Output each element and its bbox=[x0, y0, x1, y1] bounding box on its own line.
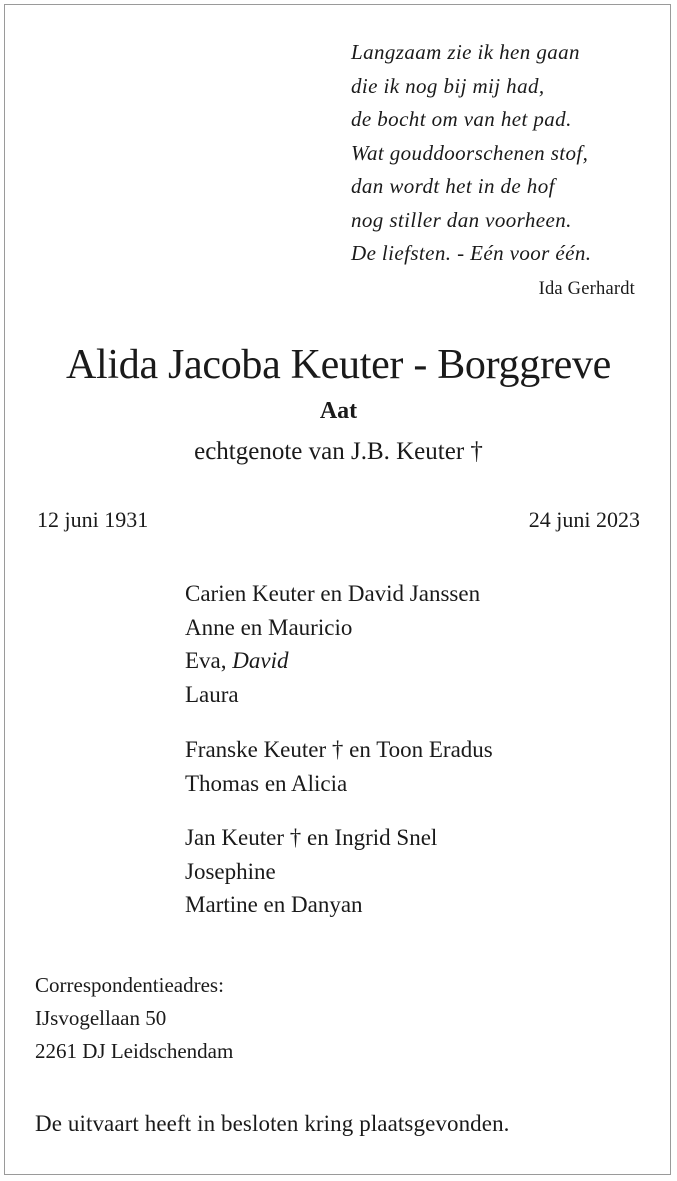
family-line: Martine en Danyan bbox=[185, 892, 363, 917]
family-group-3 bbox=[185, 821, 437, 922]
family-line: Carien Keuter en David Janssen bbox=[185, 581, 481, 606]
address-city: 2261 DJ Leidschendam bbox=[35, 1039, 234, 1063]
family-line bbox=[185, 644, 480, 678]
family-line: Jan Keuter † en Ingrid Snel bbox=[185, 825, 438, 850]
address-label: Correspondentieadres: bbox=[35, 973, 224, 997]
family-line: Anne en Mauricio bbox=[185, 614, 353, 640]
birth-date: 12 juni 1931 bbox=[37, 507, 149, 532]
poem-line: die ik nog bij mij had, bbox=[351, 73, 545, 98]
poem-line: Wat gouddoorschenen stof, bbox=[351, 140, 589, 165]
poem-line: de bocht om van het pad. bbox=[351, 107, 572, 131]
family-line: Thomas en Alicia bbox=[185, 770, 348, 796]
family-partner: David bbox=[232, 648, 289, 673]
family-line: Josephine bbox=[185, 858, 276, 884]
poem bbox=[351, 36, 591, 271]
family-member: Eva, bbox=[185, 648, 233, 673]
poem-author: Ida Gerhardt bbox=[538, 279, 635, 299]
spouse-line: echtgenote van J.B. Keuter † bbox=[194, 438, 483, 465]
poem-line: nog stiller dan voorheen. bbox=[351, 207, 572, 232]
poem-line: Langzaam zie ik hen gaan bbox=[351, 40, 580, 64]
address-street: IJsvogellaan 50 bbox=[35, 1006, 167, 1030]
family-line: Laura bbox=[185, 681, 239, 707]
deceased-nickname: Aat bbox=[319, 398, 358, 424]
poem-line: dan wordt het in de hof bbox=[351, 174, 555, 198]
death-date: 24 juni 2023 bbox=[528, 507, 640, 532]
family-group-2 bbox=[185, 733, 493, 800]
family-line: Franske Keuter † en Toon Eradus bbox=[185, 737, 493, 762]
correspondence-address bbox=[35, 969, 233, 1068]
closing-statement: De uitvaart heeft in besloten kring plaatsgevonden. bbox=[35, 1111, 510, 1136]
family-group-1 bbox=[185, 577, 480, 711]
deceased-name: Alida Jacoba Keuter - Borggreve bbox=[65, 342, 612, 388]
poem-line: De liefsten. - Eén voor één. bbox=[351, 241, 592, 265]
